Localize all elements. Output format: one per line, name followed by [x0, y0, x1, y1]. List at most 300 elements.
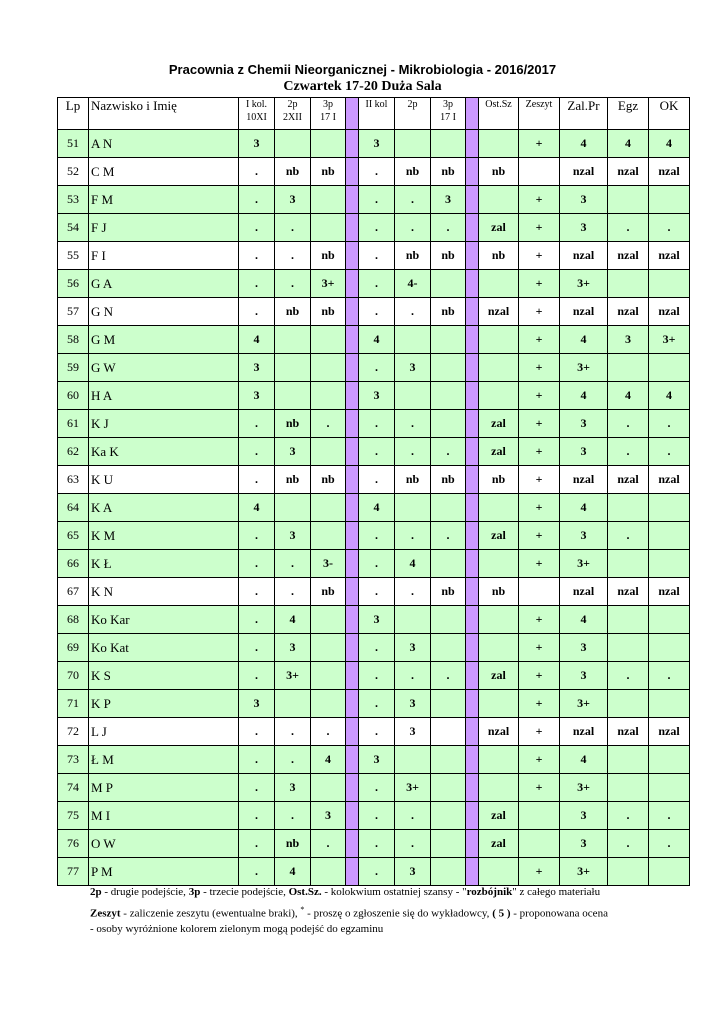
lp-cell: 56: [58, 270, 89, 298]
kol2-cell: 4: [359, 326, 395, 354]
kol1-cell: 4: [239, 494, 275, 522]
kol2-2p-cell: [395, 746, 431, 774]
separator-cell: [466, 578, 479, 606]
col-zeszyt: Zeszyt: [519, 98, 560, 130]
kol1-2p-cell: [275, 494, 311, 522]
kol1-cell: .: [239, 242, 275, 270]
separator-cell: [346, 242, 359, 270]
separator-cell: [466, 382, 479, 410]
name-cell: G M: [89, 326, 239, 354]
kol2-cell: .: [359, 634, 395, 662]
separator-cell: [346, 830, 359, 858]
kol1-cell: .: [239, 466, 275, 494]
kol1-3p-cell: [311, 606, 346, 634]
kol2-2p-cell: nb: [395, 242, 431, 270]
kol2-cell: .: [359, 354, 395, 382]
name-cell: G N: [89, 298, 239, 326]
lp-cell: 72: [58, 718, 89, 746]
egz-cell: [608, 774, 649, 802]
table-row: [58, 410, 690, 438]
page-title: Pracownia z Chemii Nieorganicznej - Mikrobiologia - 2016/2017: [168, 62, 557, 77]
kol2-2p-cell: [395, 606, 431, 634]
kol2-3p-cell: .: [431, 522, 466, 550]
lp-cell: 73: [58, 746, 89, 774]
kol1-cell: .: [239, 802, 275, 830]
separator-cell: [346, 158, 359, 186]
zeszyt-cell: +: [519, 550, 560, 578]
ost-cell: nb: [479, 242, 519, 270]
kol1-3p-cell: [311, 774, 346, 802]
lp-cell: 59: [58, 354, 89, 382]
table-row: [58, 494, 690, 522]
egz-cell: nzal: [608, 158, 649, 186]
kol1-cell: .: [239, 830, 275, 858]
zal-cell: 3+: [560, 858, 608, 886]
kol1-cell: 3: [239, 382, 275, 410]
separator-cell: [466, 494, 479, 522]
lp-cell: 76: [58, 830, 89, 858]
zeszyt-cell: [519, 158, 560, 186]
col-ost: Ost.Sz: [479, 98, 519, 130]
egz-cell: .: [608, 214, 649, 242]
name-cell: F J: [89, 214, 239, 242]
legend-line-3: - osoby wyróżnione kolorem zielonym mogą podejść do egzaminu: [90, 923, 384, 935]
egz-cell: [608, 186, 649, 214]
separator-cell: [466, 606, 479, 634]
kol1-3p-cell: [311, 690, 346, 718]
zeszyt-cell: +: [519, 410, 560, 438]
zal-cell: 4: [560, 130, 608, 158]
zal-cell: 3+: [560, 774, 608, 802]
kol2-cell: .: [359, 690, 395, 718]
zal-cell: nzal: [560, 466, 608, 494]
lp-cell: 58: [58, 326, 89, 354]
ok-cell: nzal: [649, 158, 690, 186]
kol1-3p-cell: [311, 214, 346, 242]
ok-cell: .: [649, 802, 690, 830]
separator-cell: [466, 690, 479, 718]
lp-cell: 75: [58, 802, 89, 830]
table-row: [58, 522, 690, 550]
table-row: [58, 606, 690, 634]
zeszyt-cell: +: [519, 326, 560, 354]
ok-cell: nzal: [649, 298, 690, 326]
table-row: [58, 130, 690, 158]
kol2-2p-cell: 3: [395, 858, 431, 886]
kol2-3p-cell: nb: [431, 158, 466, 186]
separator-cell: [346, 550, 359, 578]
separator-cell: [346, 326, 359, 354]
zeszyt-cell: +: [519, 522, 560, 550]
lp-cell: 54: [58, 214, 89, 242]
kol1-2p-cell: .: [275, 242, 311, 270]
ost-cell: zal: [479, 214, 519, 242]
egz-cell: .: [608, 802, 649, 830]
separator-cell: [466, 130, 479, 158]
separator-cell: [466, 438, 479, 466]
table-row: [58, 158, 690, 186]
separator-cell: [346, 718, 359, 746]
kol1-2p-cell: nb: [275, 410, 311, 438]
kol2-3p-cell: [431, 718, 466, 746]
zal-cell: 3: [560, 802, 608, 830]
table-row: [58, 550, 690, 578]
zal-cell: nzal: [560, 298, 608, 326]
ost-cell: zal: [479, 802, 519, 830]
name-cell: K S: [89, 662, 239, 690]
ost-cell: zal: [479, 662, 519, 690]
kol1-cell: .: [239, 746, 275, 774]
zal-cell: 3: [560, 214, 608, 242]
separator-cell: [346, 298, 359, 326]
kol1-3p-cell: .: [311, 718, 346, 746]
kol2-2p-cell: .: [395, 298, 431, 326]
name-cell: K A: [89, 494, 239, 522]
lp-cell: 63: [58, 466, 89, 494]
kol1-cell: 4: [239, 326, 275, 354]
kol2-3p-cell: [431, 550, 466, 578]
ok-cell: [649, 634, 690, 662]
col-kol1: I kol. 10XI: [239, 98, 275, 130]
separator-cell: [346, 522, 359, 550]
ok-cell: nzal: [649, 242, 690, 270]
kol2-3p-cell: [431, 354, 466, 382]
zeszyt-cell: +: [519, 662, 560, 690]
table-row: [58, 578, 690, 606]
kol2-3p-cell: [431, 858, 466, 886]
col-lp: Lp: [58, 98, 89, 130]
lp-cell: 71: [58, 690, 89, 718]
zeszyt-cell: [519, 830, 560, 858]
kol1-3p-cell: nb: [311, 466, 346, 494]
name-cell: C M: [89, 158, 239, 186]
separator-cell: [346, 270, 359, 298]
kol2-3p-cell: nb: [431, 298, 466, 326]
kol2-2p-cell: 3: [395, 690, 431, 718]
egz-cell: .: [608, 438, 649, 466]
ost-cell: [479, 606, 519, 634]
kol1-cell: .: [239, 662, 275, 690]
separator-cell: [466, 802, 479, 830]
kol1-cell: 3: [239, 130, 275, 158]
egz-cell: 3: [608, 326, 649, 354]
lp-cell: 61: [58, 410, 89, 438]
ost-cell: [479, 494, 519, 522]
col-ok: OK: [649, 98, 690, 130]
kol1-3p-cell: 4: [311, 746, 346, 774]
ost-cell: zal: [479, 410, 519, 438]
lp-cell: 67: [58, 578, 89, 606]
ost-cell: zal: [479, 830, 519, 858]
name-cell: Ł M: [89, 746, 239, 774]
name-cell: M P: [89, 774, 239, 802]
ost-cell: [479, 550, 519, 578]
table-row: [58, 858, 690, 886]
kol1-3p-cell: [311, 354, 346, 382]
kol1-2p-cell: 3: [275, 634, 311, 662]
kol2-2p-cell: .: [395, 186, 431, 214]
ost-cell: [479, 774, 519, 802]
kol1-2p-cell: nb: [275, 298, 311, 326]
kol1-cell: 3: [239, 690, 275, 718]
ok-cell: [649, 746, 690, 774]
kol1-cell: .: [239, 774, 275, 802]
separator-cell: [466, 466, 479, 494]
zeszyt-cell: +: [519, 690, 560, 718]
zeszyt-cell: +: [519, 634, 560, 662]
kol2-cell: .: [359, 662, 395, 690]
kol2-cell: 3: [359, 746, 395, 774]
kol1-2p-cell: 3: [275, 186, 311, 214]
zeszyt-cell: +: [519, 494, 560, 522]
kol1-3p-cell: [311, 130, 346, 158]
separator-cell: [466, 158, 479, 186]
table-row: [58, 830, 690, 858]
name-cell: F M: [89, 186, 239, 214]
kol2-2p-cell: nb: [395, 466, 431, 494]
kol1-2p-cell: .: [275, 802, 311, 830]
kol1-cell: .: [239, 158, 275, 186]
kol2-cell: .: [359, 466, 395, 494]
kol2-3p-cell: [431, 410, 466, 438]
kol2-3p-cell: [431, 130, 466, 158]
table-row: [58, 746, 690, 774]
zeszyt-cell: +: [519, 438, 560, 466]
kol1-2p-cell: nb: [275, 466, 311, 494]
ok-cell: [649, 494, 690, 522]
ok-cell: [649, 690, 690, 718]
kol2-cell: .: [359, 186, 395, 214]
separator-cell: [346, 746, 359, 774]
kol1-cell: .: [239, 634, 275, 662]
egz-cell: [608, 858, 649, 886]
egz-cell: [608, 354, 649, 382]
ok-cell: [649, 270, 690, 298]
egz-cell: nzal: [608, 578, 649, 606]
kol2-3p-cell: .: [431, 438, 466, 466]
col-kol1-3p: 3p 17 I: [311, 98, 346, 130]
kol1-3p-cell: 3+: [311, 270, 346, 298]
egz-cell: nzal: [608, 298, 649, 326]
table-row: [58, 802, 690, 830]
kol2-3p-cell: nb: [431, 578, 466, 606]
ok-cell: nzal: [649, 578, 690, 606]
kol2-2p-cell: 3: [395, 634, 431, 662]
ost-cell: nb: [479, 466, 519, 494]
ok-cell: .: [649, 830, 690, 858]
ost-cell: [479, 634, 519, 662]
name-cell: F I: [89, 242, 239, 270]
ost-cell: [479, 746, 519, 774]
ost-cell: [479, 326, 519, 354]
table-row: [58, 214, 690, 242]
ok-cell: [649, 186, 690, 214]
name-cell: A N: [89, 130, 239, 158]
kol1-2p-cell: .: [275, 718, 311, 746]
lp-cell: 53: [58, 186, 89, 214]
ok-cell: [649, 522, 690, 550]
name-cell: H A: [89, 382, 239, 410]
egz-cell: [608, 606, 649, 634]
zeszyt-cell: +: [519, 718, 560, 746]
zeszyt-cell: +: [519, 242, 560, 270]
zeszyt-cell: +: [519, 354, 560, 382]
kol1-cell: .: [239, 578, 275, 606]
zal-cell: nzal: [560, 718, 608, 746]
zeszyt-cell: +: [519, 382, 560, 410]
kol2-cell: 3: [359, 130, 395, 158]
egz-cell: 4: [608, 130, 649, 158]
kol2-2p-cell: 3+: [395, 774, 431, 802]
kol1-2p-cell: .: [275, 214, 311, 242]
separator-cell: [466, 326, 479, 354]
table-row: [58, 690, 690, 718]
zal-cell: 3: [560, 186, 608, 214]
kol1-3p-cell: [311, 662, 346, 690]
separator-cell: [346, 130, 359, 158]
col-separator-1: [346, 98, 359, 130]
kol1-cell: .: [239, 858, 275, 886]
ost-cell: nb: [479, 158, 519, 186]
name-cell: G W: [89, 354, 239, 382]
zal-cell: 3: [560, 830, 608, 858]
kol1-3p-cell: [311, 382, 346, 410]
zeszyt-cell: +: [519, 466, 560, 494]
kol2-3p-cell: [431, 326, 466, 354]
zal-cell: 3: [560, 438, 608, 466]
zal-cell: 4: [560, 494, 608, 522]
lp-cell: 77: [58, 858, 89, 886]
kol2-cell: .: [359, 550, 395, 578]
zal-cell: 4: [560, 326, 608, 354]
kol2-cell: .: [359, 270, 395, 298]
kol2-2p-cell: nb: [395, 158, 431, 186]
kol2-3p-cell: [431, 606, 466, 634]
kol1-cell: .: [239, 606, 275, 634]
separator-cell: [346, 186, 359, 214]
kol1-cell: 3: [239, 354, 275, 382]
separator-cell: [346, 438, 359, 466]
separator-cell: [346, 634, 359, 662]
kol2-3p-cell: nb: [431, 242, 466, 270]
kol1-2p-cell: 3+: [275, 662, 311, 690]
kol2-2p-cell: .: [395, 214, 431, 242]
kol1-2p-cell: [275, 382, 311, 410]
separator-cell: [466, 858, 479, 886]
egz-cell: nzal: [608, 718, 649, 746]
legend-line-1: 2p - drugie podejście, 3p - trzecie podejście, Ost.Sz. - kolokwium ostatniej szansy - "rozbójnik" z całego materiału: [90, 886, 601, 898]
kol2-2p-cell: .: [395, 438, 431, 466]
zeszyt-cell: +: [519, 858, 560, 886]
ok-cell: .: [649, 662, 690, 690]
zal-cell: 4: [560, 382, 608, 410]
separator-cell: [466, 410, 479, 438]
kol1-3p-cell: [311, 326, 346, 354]
col-separator-2: [466, 98, 479, 130]
separator-cell: [466, 298, 479, 326]
kol1-cell: .: [239, 718, 275, 746]
ok-cell: 4: [649, 130, 690, 158]
kol1-2p-cell: [275, 326, 311, 354]
kol2-2p-cell: [395, 382, 431, 410]
separator-cell: [346, 354, 359, 382]
col-egz: Egz: [608, 98, 649, 130]
kol2-3p-cell: [431, 746, 466, 774]
table-row: [58, 466, 690, 494]
lp-cell: 60: [58, 382, 89, 410]
table-row: [58, 382, 690, 410]
kol2-cell: .: [359, 774, 395, 802]
table-row: [58, 634, 690, 662]
separator-cell: [346, 214, 359, 242]
kol2-2p-cell: .: [395, 830, 431, 858]
separator-cell: [346, 802, 359, 830]
egz-cell: [608, 690, 649, 718]
lp-cell: 57: [58, 298, 89, 326]
zeszyt-cell: +: [519, 214, 560, 242]
kol2-cell: .: [359, 410, 395, 438]
zal-cell: nzal: [560, 578, 608, 606]
egz-cell: .: [608, 662, 649, 690]
kol2-3p-cell: [431, 382, 466, 410]
kol2-3p-cell: [431, 634, 466, 662]
kol2-2p-cell: 3: [395, 354, 431, 382]
zeszyt-cell: +: [519, 298, 560, 326]
separator-cell: [466, 270, 479, 298]
table-row: [58, 242, 690, 270]
egz-cell: [608, 270, 649, 298]
separator-cell: [466, 354, 479, 382]
zal-cell: 3: [560, 410, 608, 438]
lp-cell: 70: [58, 662, 89, 690]
kol2-2p-cell: 4: [395, 550, 431, 578]
kol2-2p-cell: [395, 326, 431, 354]
egz-cell: [608, 634, 649, 662]
kol1-2p-cell: 3: [275, 522, 311, 550]
name-cell: K N: [89, 578, 239, 606]
kol2-cell: .: [359, 242, 395, 270]
grades-body: [58, 130, 690, 886]
lp-cell: 55: [58, 242, 89, 270]
kol2-cell: .: [359, 298, 395, 326]
ost-cell: [479, 690, 519, 718]
zeszyt-cell: +: [519, 746, 560, 774]
ok-cell: [649, 354, 690, 382]
name-cell: G A: [89, 270, 239, 298]
kol1-cell: .: [239, 214, 275, 242]
ok-cell: [649, 550, 690, 578]
kol1-2p-cell: nb: [275, 158, 311, 186]
kol2-3p-cell: [431, 494, 466, 522]
kol1-2p-cell: .: [275, 270, 311, 298]
kol1-3p-cell: nb: [311, 242, 346, 270]
separator-cell: [466, 550, 479, 578]
ok-cell: .: [649, 438, 690, 466]
kol1-cell: .: [239, 270, 275, 298]
kol1-3p-cell: nb: [311, 158, 346, 186]
kol1-3p-cell: .: [311, 410, 346, 438]
lp-cell: 74: [58, 774, 89, 802]
separator-cell: [466, 242, 479, 270]
grades-table: [57, 97, 690, 886]
col-kol2-2p: 2p: [395, 98, 431, 130]
name-cell: P M: [89, 858, 239, 886]
ok-cell: nzal: [649, 718, 690, 746]
ost-cell: nzal: [479, 718, 519, 746]
name-cell: Ka K: [89, 438, 239, 466]
ost-cell: [479, 186, 519, 214]
table-row: [58, 186, 690, 214]
